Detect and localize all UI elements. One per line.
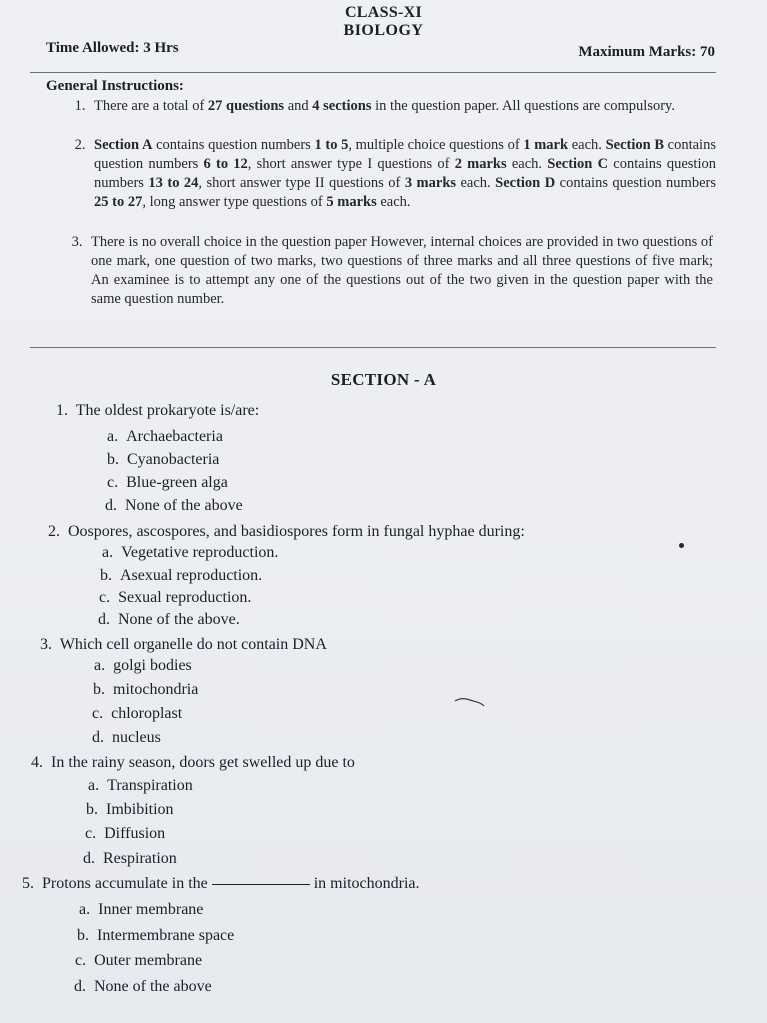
option-4a bbox=[88, 777, 193, 795]
bold-text-run: Section D bbox=[495, 175, 556, 191]
option-letter: d. bbox=[74, 978, 86, 995]
text-run: each. bbox=[456, 175, 496, 191]
option-letter: b. bbox=[77, 927, 89, 944]
bold-text-run: 1 mark bbox=[523, 137, 569, 153]
question-2 bbox=[48, 523, 525, 541]
option-text: Asexual reproduction. bbox=[120, 567, 263, 584]
question-number: 5. bbox=[22, 875, 34, 892]
text-run: each. bbox=[506, 156, 548, 172]
option-letter: d. bbox=[98, 611, 110, 628]
fill-in-blank bbox=[212, 884, 310, 885]
question-text-after-blank: in mitochondria. bbox=[313, 875, 420, 892]
option-text: golgi bodies bbox=[113, 657, 192, 674]
instruction-text bbox=[76, 97, 716, 116]
option-text: chloroplast bbox=[111, 705, 183, 722]
question-5 bbox=[22, 875, 420, 893]
maximum-marks: Maximum Marks: 70 bbox=[578, 44, 715, 60]
bold-text-run: Section B bbox=[605, 137, 664, 153]
option-5b bbox=[77, 927, 234, 945]
option-letter: b. bbox=[86, 801, 98, 818]
instruction-number: 2. bbox=[74, 137, 86, 153]
option-2d bbox=[98, 611, 240, 629]
text-run: contains question numbers bbox=[94, 137, 716, 172]
text-run: each. bbox=[376, 194, 411, 210]
question-1 bbox=[56, 402, 259, 420]
option-letter: c. bbox=[75, 952, 87, 969]
subject-title: BIOLOGY bbox=[343, 22, 424, 39]
time-allowed: Time Allowed: 3 Hrs bbox=[46, 40, 179, 56]
option-2a bbox=[102, 544, 278, 562]
bold-text-run: 6 to 12 bbox=[203, 156, 248, 172]
option-3a bbox=[94, 657, 192, 675]
bold-text-run: Section A bbox=[94, 137, 153, 153]
instruction-number: 1. bbox=[74, 98, 86, 114]
option-5a bbox=[79, 901, 203, 919]
option-5c bbox=[75, 952, 202, 970]
option-letter: c. bbox=[85, 825, 97, 842]
bold-text-run: 2 marks bbox=[454, 156, 507, 172]
option-text: None of the above bbox=[94, 978, 212, 995]
option-letter: d. bbox=[105, 497, 117, 514]
option-5d bbox=[74, 978, 212, 996]
instruction-text bbox=[73, 233, 713, 309]
option-text: mitochondria bbox=[113, 681, 199, 698]
class-label: CLASS-XI bbox=[344, 4, 423, 21]
text-run: There is no overall choice in the question paper However, internal choices are provided in two questions of one mark, one question of two marks, two questions of three marks and all three questions of five mark; An examinee is to attempt any one of the questions out of the two given in the question paper with the same question number. bbox=[91, 234, 713, 307]
question-text: Oospores, ascospores, and basidiospores form in fungal hyphae during: bbox=[68, 523, 525, 540]
instructions-divider bbox=[30, 347, 716, 348]
text-run: , short answer type I questions of bbox=[247, 156, 455, 172]
option-1c bbox=[107, 474, 228, 492]
option-text: Intermembrane space bbox=[97, 927, 235, 944]
text-run: contains question numbers bbox=[555, 175, 716, 191]
option-text: Imbibition bbox=[106, 801, 174, 818]
text-run: contains question numbers bbox=[94, 156, 716, 191]
instructions-title: General Instructions: bbox=[46, 78, 184, 94]
bold-text-run: 3 marks bbox=[404, 175, 457, 191]
option-letter: a. bbox=[79, 901, 91, 918]
option-letter: d. bbox=[92, 729, 104, 746]
option-2c bbox=[99, 589, 251, 607]
option-text: None of the above. bbox=[118, 611, 240, 628]
option-letter: b. bbox=[107, 451, 119, 468]
instruction-item-2 bbox=[76, 136, 716, 212]
option-1d bbox=[105, 497, 243, 515]
text-run: , short answer type II questions of bbox=[198, 175, 405, 191]
question-number: 2. bbox=[48, 523, 60, 540]
text-run: each. bbox=[568, 137, 606, 153]
question-3 bbox=[40, 636, 327, 654]
text-run: and bbox=[284, 98, 313, 114]
option-text: Respiration bbox=[103, 850, 177, 867]
option-text: Outer membrane bbox=[94, 952, 203, 969]
question-number: 1. bbox=[56, 402, 68, 419]
option-text: Inner membrane bbox=[98, 901, 204, 918]
option-3b bbox=[93, 681, 198, 699]
instruction-item-1 bbox=[76, 97, 716, 116]
pen-squiggle bbox=[454, 696, 486, 708]
question-number: 3. bbox=[40, 636, 52, 653]
option-letter: b. bbox=[100, 567, 112, 584]
option-text: Diffusion bbox=[104, 825, 166, 842]
option-letter: d. bbox=[83, 850, 95, 867]
option-letter: b. bbox=[93, 681, 105, 698]
text-run: , long answer type questions of bbox=[142, 194, 327, 210]
question-text: In the rainy season, doors get swelled up due to bbox=[51, 754, 355, 771]
bold-text-run: 4 sections bbox=[312, 98, 372, 114]
question-4 bbox=[31, 754, 355, 772]
option-text: Cyanobacteria bbox=[127, 451, 220, 468]
bold-text-run: Section C bbox=[547, 156, 609, 172]
option-text: Vegetative reproduction. bbox=[121, 544, 279, 561]
bold-text-run: 1 to 5 bbox=[314, 137, 349, 153]
text-run: , multiple choice questions of bbox=[348, 137, 524, 153]
option-letter: c. bbox=[107, 474, 119, 491]
bold-text-run: 13 to 24 bbox=[148, 175, 199, 191]
option-1a bbox=[107, 428, 223, 446]
question-number: 4. bbox=[31, 754, 43, 771]
option-text: nucleus bbox=[112, 729, 161, 746]
option-letter: c. bbox=[92, 705, 104, 722]
text-run: There are a total of bbox=[94, 98, 208, 114]
option-text: Archaebacteria bbox=[126, 428, 223, 445]
option-4d bbox=[83, 850, 177, 868]
option-text: Blue-green alga bbox=[126, 474, 228, 491]
option-4c bbox=[85, 825, 165, 843]
option-text: Transpiration bbox=[107, 777, 193, 794]
instruction-number: 3. bbox=[71, 234, 83, 250]
bold-text-run: 25 to 27 bbox=[94, 194, 143, 210]
option-letter: a. bbox=[88, 777, 100, 794]
bold-text-run: 5 marks bbox=[326, 194, 377, 210]
instruction-item-3 bbox=[73, 233, 713, 309]
option-letter: a. bbox=[102, 544, 114, 561]
option-3d bbox=[92, 729, 161, 747]
question-text: Which cell organelle do not contain DNA bbox=[59, 636, 327, 653]
option-text: Sexual reproduction. bbox=[118, 589, 252, 606]
question-text: The oldest prokaryote is/are: bbox=[75, 402, 260, 419]
option-1b bbox=[107, 451, 219, 469]
question-text-before-blank: Protons accumulate in the bbox=[42, 875, 208, 892]
option-2b bbox=[100, 567, 262, 585]
bold-text-run: 27 questions bbox=[207, 98, 285, 114]
option-text: None of the above bbox=[125, 497, 243, 514]
option-3c bbox=[92, 705, 182, 723]
speck-mark bbox=[679, 543, 684, 548]
text-run: contains question numbers bbox=[152, 137, 315, 153]
header-divider bbox=[30, 72, 716, 73]
option-letter: a. bbox=[94, 657, 106, 674]
option-4b bbox=[86, 801, 174, 819]
option-letter: a. bbox=[107, 428, 119, 445]
instruction-text bbox=[76, 136, 716, 212]
text-run: in the question paper. All questions are compulsory. bbox=[371, 98, 675, 114]
option-letter: c. bbox=[99, 589, 111, 606]
section-title: SECTION - A bbox=[330, 370, 437, 389]
